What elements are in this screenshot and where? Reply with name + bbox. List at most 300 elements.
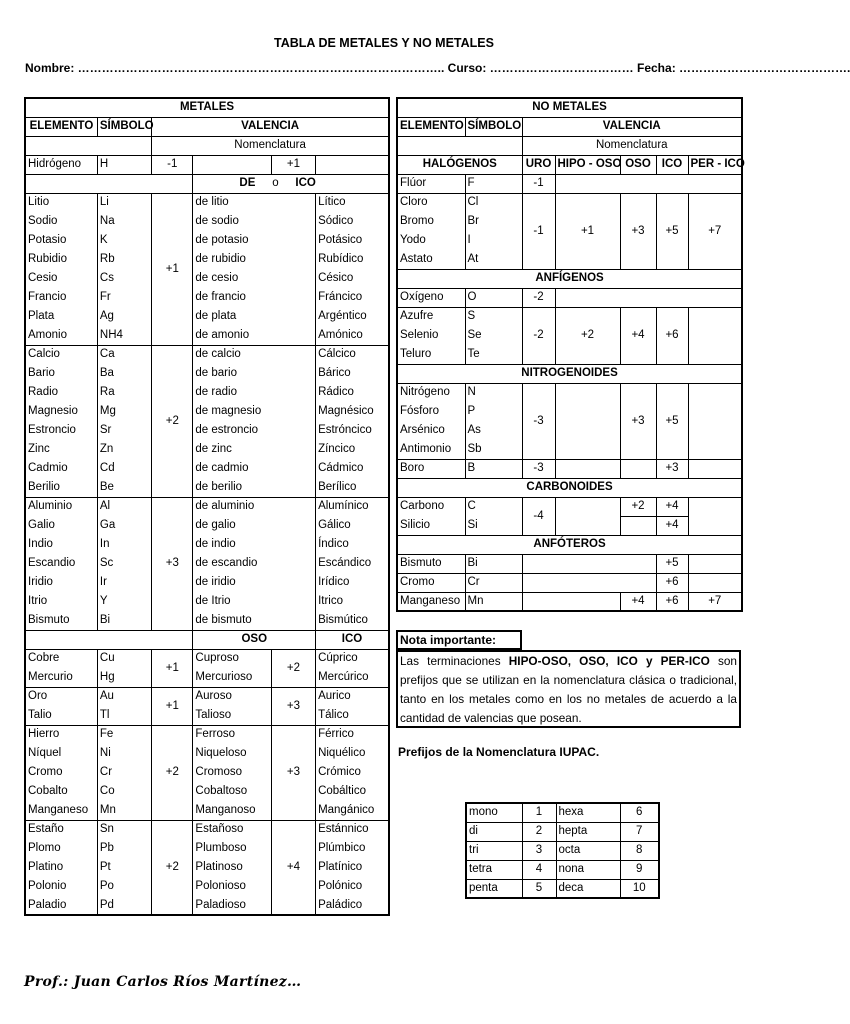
ico-name: Lítico <box>316 193 389 212</box>
element-name: Nitrógeno <box>397 383 465 402</box>
element-symbol: Fe <box>97 725 151 744</box>
de-name: de radio <box>193 383 316 402</box>
blank-cell <box>620 516 656 535</box>
element-symbol: Ir <box>97 573 151 592</box>
valence: +5 <box>656 383 688 459</box>
group-header-halogenos: HALÓGENOS <box>397 155 522 174</box>
nomenclatura-label: Nomenclatura <box>152 136 389 155</box>
blank-cell <box>25 630 193 649</box>
element-name: Litio <box>25 193 97 212</box>
prefix-number: 2 <box>522 822 556 841</box>
element-name: Bismuto <box>25 611 97 630</box>
element-name: Cromo <box>25 763 97 782</box>
prefix-name: di <box>466 822 522 841</box>
element-symbol: Sb <box>465 440 522 459</box>
ico-name: Zíncico <box>316 440 389 459</box>
nota-label: Nota importante: <box>396 630 522 650</box>
metal-row <box>25 402 389 421</box>
metales-table <box>24 97 390 916</box>
de-o-ico-header <box>193 174 389 193</box>
de-o-ico-row <box>25 174 389 193</box>
element-symbol: Sn <box>97 820 151 839</box>
element-symbol: Si <box>465 516 522 535</box>
element-symbol: Hg <box>97 668 151 687</box>
element-symbol: Ni <box>97 744 151 763</box>
element-name: Indio <box>25 535 97 554</box>
ico-name: Estánnico <box>316 820 389 839</box>
element-name: Bromo <box>397 212 465 231</box>
de-name: de litio <box>193 193 316 212</box>
metales-nomenclatura-row <box>25 136 389 155</box>
element-symbol: Ba <box>97 364 151 383</box>
ico-name: Bárico <box>316 364 389 383</box>
prefix-number: 6 <box>620 803 659 822</box>
metal-row <box>25 364 389 383</box>
ico-name: Rubídico <box>316 250 389 269</box>
element-name: Escandio <box>25 554 97 573</box>
group-header-carbonoides: CARBONOIDES <box>397 478 742 497</box>
ico-name: Sódico <box>316 212 389 231</box>
valence: +4 <box>656 497 688 516</box>
element-symbol: Fr <box>97 288 151 307</box>
element-name: Hidrógeno <box>25 155 97 174</box>
valence: +1 <box>555 193 620 269</box>
ico-name: Irídico <box>316 573 389 592</box>
blank-cell <box>397 136 522 155</box>
metal-row <box>25 269 389 288</box>
element-name: Amonio <box>25 326 97 345</box>
oxigeno-row <box>397 288 742 307</box>
metal-pair-row <box>25 858 389 877</box>
element-name: Boro <box>397 459 465 478</box>
prefijos-title: Prefijos de la Nomenclatura IUPAC. <box>398 745 600 759</box>
ico-name: Rádico <box>316 383 389 402</box>
element-symbol: NH4 <box>97 326 151 345</box>
element-name: Rubidio <box>25 250 97 269</box>
valence: -3 <box>522 459 555 478</box>
element-name: Cadmio <box>25 459 97 478</box>
valence: +4 <box>620 307 656 364</box>
element-name: Plata <box>25 307 97 326</box>
de-name: de bario <box>193 364 316 383</box>
group-header-nitrogenoides: NITROGENOIDES <box>397 364 742 383</box>
element-name: Astato <box>397 250 465 269</box>
ico-header: ICO <box>316 630 389 649</box>
metal-row <box>25 326 389 345</box>
metal-row <box>25 250 389 269</box>
anfigenos-header-row <box>397 269 742 288</box>
ico-name: Niquélico <box>316 744 389 763</box>
ico-name: Índico <box>316 535 389 554</box>
valence: -3 <box>522 383 555 459</box>
ico-name: Itrico <box>316 592 389 611</box>
element-symbol: At <box>465 250 522 269</box>
valence: +5 <box>656 193 688 269</box>
element-symbol: Cr <box>97 763 151 782</box>
ico-name: Paládico <box>316 896 389 915</box>
element-name: Estroncio <box>25 421 97 440</box>
prefix-number: 8 <box>620 841 659 860</box>
valence: +1 <box>271 155 315 174</box>
element-symbol: Sc <box>97 554 151 573</box>
metal-row <box>25 478 389 497</box>
blank-cell <box>522 592 620 611</box>
oso-name: Cuproso <box>193 649 271 668</box>
prefix-row <box>466 841 659 860</box>
metal-row <box>25 554 389 573</box>
element-symbol: Rb <box>97 250 151 269</box>
blank-cell <box>555 383 620 459</box>
element-symbol: Au <box>97 687 151 706</box>
element-symbol: I <box>465 231 522 250</box>
ico-name: Crómico <box>316 763 389 782</box>
valence: +4 <box>656 516 688 535</box>
page-title: TABLA DE METALES Y NO METALES <box>274 36 494 50</box>
element-symbol: In <box>97 535 151 554</box>
metal-row <box>25 592 389 611</box>
metal-row <box>25 383 389 402</box>
col-simbolo: SÍMBOLO <box>97 117 151 136</box>
metal-row <box>25 440 389 459</box>
cromo-row <box>397 573 742 592</box>
blank-cell <box>688 497 742 535</box>
de-name: de indio <box>193 535 316 554</box>
manganeso-row <box>397 592 742 611</box>
element-symbol: Pd <box>97 896 151 915</box>
element-name: Calcio <box>25 345 97 364</box>
metal-pair-row <box>25 877 389 896</box>
prefix-name: hexa <box>556 803 620 822</box>
hidrogeno-row <box>25 155 389 174</box>
de-name: de galio <box>193 516 316 535</box>
valence: -2 <box>522 307 555 364</box>
element-name: Bismuto <box>397 554 465 573</box>
valence: -4 <box>522 497 555 535</box>
prefix-table <box>465 802 660 899</box>
valence: +2 <box>555 307 620 364</box>
prefix-name: tri <box>466 841 522 860</box>
prefix-name: hepta <box>556 822 620 841</box>
valence: -2 <box>522 288 555 307</box>
element-symbol: F <box>465 174 522 193</box>
de-name: de cesio <box>193 269 316 288</box>
element-name: Azufre <box>397 307 465 326</box>
element-name: Hierro <box>25 725 97 744</box>
metal-row <box>25 611 389 630</box>
element-name: Carbono <box>397 497 465 516</box>
group-header-anfoteros: ANFÓTEROS <box>397 535 742 554</box>
nometales-table <box>396 97 743 612</box>
blank-cell <box>555 288 742 307</box>
oso-name: Cromoso <box>193 763 271 782</box>
halogenos-header-row <box>397 155 742 174</box>
signature: Prof.: Juan Carlos Ríos Martínez… <box>24 974 302 990</box>
nometales-nomenclatura-row <box>397 136 742 155</box>
element-name: Arsénico <box>397 421 465 440</box>
valence: +2 <box>152 725 193 820</box>
element-symbol: As <box>465 421 522 440</box>
valence: -1 <box>522 193 555 269</box>
ico-name: Césico <box>316 269 389 288</box>
blank-cell <box>193 155 271 174</box>
element-name: Cesio <box>25 269 97 288</box>
col-elemento: ELEMENTO <box>397 117 465 136</box>
element-symbol: Po <box>97 877 151 896</box>
blank-cell <box>688 573 742 592</box>
element-name: Manganeso <box>397 592 465 611</box>
ico-name: Tálico <box>316 706 389 725</box>
element-name: Berilio <box>25 478 97 497</box>
bismuto-row <box>397 554 742 573</box>
element-symbol: Cs <box>97 269 151 288</box>
metal-pair-row <box>25 782 389 801</box>
ico-name: Argéntico <box>316 307 389 326</box>
element-symbol: Na <box>97 212 151 231</box>
de-name: de bismuto <box>193 611 316 630</box>
valence: +2 <box>620 497 656 516</box>
valence: +3 <box>620 383 656 459</box>
element-name: Sodio <box>25 212 97 231</box>
nometales-header-row <box>397 117 742 136</box>
element-symbol: Cd <box>97 459 151 478</box>
nometales-title: NO METALES <box>397 98 742 117</box>
element-name: Teluro <box>397 345 465 364</box>
element-name: Estaño <box>25 820 97 839</box>
valence: +3 <box>656 459 688 478</box>
ico-name: Bismútico <box>316 611 389 630</box>
element-name: Radio <box>25 383 97 402</box>
col-valencia: VALENCIA <box>522 117 742 136</box>
valence: +3 <box>271 725 315 820</box>
metal-pair-row <box>25 706 389 725</box>
oso-name: Paladioso <box>193 896 271 915</box>
element-name: Zinc <box>25 440 97 459</box>
col-per-ico: PER - ICO <box>688 155 742 174</box>
element-name: Platino <box>25 858 97 877</box>
element-symbol: S <box>465 307 522 326</box>
element-symbol: Zn <box>97 440 151 459</box>
nomenclatura-label: Nomenclatura <box>522 136 742 155</box>
col-uro: URO <box>522 155 555 174</box>
anfoteros-header-row <box>397 535 742 554</box>
metal-pair-row <box>25 896 389 915</box>
element-symbol: Cu <box>97 649 151 668</box>
metal-pair-row <box>25 687 389 706</box>
oso-header: OSO <box>193 630 316 649</box>
prefix-number: 1 <box>522 803 556 822</box>
prefix-number: 10 <box>620 879 659 898</box>
element-name: Fósforo <box>397 402 465 421</box>
element-name: Talio <box>25 706 97 725</box>
de-name: de berilio <box>193 478 316 497</box>
element-symbol: Ca <box>97 345 151 364</box>
col-elemento: ELEMENTO <box>25 117 97 136</box>
prefix-number: 3 <box>522 841 556 860</box>
de-name: de plata <box>193 307 316 326</box>
ico-name: Fráncico <box>316 288 389 307</box>
metal-row <box>25 497 389 516</box>
metales-header-row <box>25 117 389 136</box>
blank-cell <box>522 573 656 592</box>
metal-row <box>25 459 389 478</box>
ico-name: Berílico <box>316 478 389 497</box>
prefix-row <box>466 822 659 841</box>
ico-name: Férrico <box>316 725 389 744</box>
ico-name: Plúmbico <box>316 839 389 858</box>
element-symbol: Br <box>465 212 522 231</box>
element-name: Cobalto <box>25 782 97 801</box>
metal-pair-row <box>25 649 389 668</box>
valence: +2 <box>271 649 315 687</box>
blank-cell <box>688 554 742 573</box>
valence: +1 <box>152 193 193 345</box>
valence: +6 <box>656 592 688 611</box>
prefix-number: 5 <box>522 879 556 898</box>
carbono-row <box>397 497 742 516</box>
element-name: Silicio <box>397 516 465 535</box>
element-name: Flúor <box>397 174 465 193</box>
element-name: Oro <box>25 687 97 706</box>
element-symbol: Li <box>97 193 151 212</box>
col-simbolo: SÍMBOLO <box>465 117 522 136</box>
element-name: Selenio <box>397 326 465 345</box>
prefix-name: octa <box>556 841 620 860</box>
ico-name: Potásico <box>316 231 389 250</box>
blank-cell <box>620 459 656 478</box>
boro-row <box>397 459 742 478</box>
valence: +3 <box>152 497 193 630</box>
element-symbol: C <box>465 497 522 516</box>
de-name: de magnesio <box>193 402 316 421</box>
blank-cell <box>25 136 152 155</box>
metal-pair-row <box>25 763 389 782</box>
blank-cell <box>688 459 742 478</box>
metal-pair-row <box>25 839 389 858</box>
ico-name: Escándico <box>316 554 389 573</box>
metal-row <box>25 573 389 592</box>
element-symbol: Al <box>97 497 151 516</box>
element-symbol: B <box>465 459 522 478</box>
valence: -1 <box>152 155 193 174</box>
valence: +3 <box>620 193 656 269</box>
de-label: DE <box>239 177 256 189</box>
element-symbol: Ag <box>97 307 151 326</box>
metal-row <box>25 212 389 231</box>
element-name: Magnesio <box>25 402 97 421</box>
element-symbol: Cr <box>465 573 522 592</box>
element-name: Oxígeno <box>397 288 465 307</box>
anfigeno-row <box>397 307 742 326</box>
o-label: o <box>272 177 279 189</box>
element-symbol: Se <box>465 326 522 345</box>
de-name: de sodio <box>193 212 316 231</box>
metal-row <box>25 231 389 250</box>
valence: +4 <box>271 820 315 915</box>
de-name: de francio <box>193 288 316 307</box>
prefix-name: mono <box>466 803 522 822</box>
ico-name: Platínico <box>316 858 389 877</box>
valence: +1 <box>152 687 193 725</box>
ico-name: Cobáltico <box>316 782 389 801</box>
metal-row <box>25 307 389 326</box>
de-name: de escandio <box>193 554 316 573</box>
de-name: de rubidio <box>193 250 316 269</box>
blank-cell <box>555 174 742 193</box>
oso-name: Talioso <box>193 706 271 725</box>
de-name: de Itrio <box>193 592 316 611</box>
element-symbol: Pt <box>97 858 151 877</box>
valence: -1 <box>522 174 555 193</box>
blank-cell <box>688 383 742 459</box>
element-symbol: K <box>97 231 151 250</box>
element-name: Cromo <box>397 573 465 592</box>
valence: +4 <box>620 592 656 611</box>
element-name: Manganeso <box>25 801 97 820</box>
element-name: Cobre <box>25 649 97 668</box>
prefix-name: nona <box>556 860 620 879</box>
element-symbol: Be <box>97 478 151 497</box>
element-name: Bario <box>25 364 97 383</box>
oso-name: Polonioso <box>193 877 271 896</box>
element-symbol: N <box>465 383 522 402</box>
metal-row <box>25 193 389 212</box>
valence: +2 <box>152 820 193 915</box>
blank-cell <box>25 174 193 193</box>
de-name: de iridio <box>193 573 316 592</box>
blank-cell <box>555 459 620 478</box>
oso-name: Ferroso <box>193 725 271 744</box>
oso-name: Plumboso <box>193 839 271 858</box>
valence: +7 <box>688 592 742 611</box>
de-name: de cadmio <box>193 459 316 478</box>
de-name: de calcio <box>193 345 316 364</box>
element-name: Potasio <box>25 231 97 250</box>
metal-pair-row <box>25 801 389 820</box>
element-symbol: Y <box>97 592 151 611</box>
ico-label: ICO <box>295 177 316 189</box>
element-symbol: Pb <box>97 839 151 858</box>
metal-row <box>25 421 389 440</box>
ico-name: Polónico <box>316 877 389 896</box>
element-symbol: Mn <box>465 592 522 611</box>
oso-name: Estañoso <box>193 820 271 839</box>
nometales-title-row <box>397 98 742 117</box>
ico-name: Estróncico <box>316 421 389 440</box>
oso-name: Mercurioso <box>193 668 271 687</box>
element-name: Francio <box>25 288 97 307</box>
element-name: Cloro <box>397 193 465 212</box>
valence: +6 <box>656 307 688 364</box>
prefix-name: tetra <box>466 860 522 879</box>
metal-pair-row <box>25 744 389 763</box>
de-name: de aluminio <box>193 497 316 516</box>
blank-cell <box>688 307 742 364</box>
element-symbol: Cl <box>465 193 522 212</box>
oso-name: Niqueloso <box>193 744 271 763</box>
nitrogenoides-header-row <box>397 364 742 383</box>
oso-ico-header-row <box>25 630 389 649</box>
metal-pair-row <box>25 668 389 687</box>
col-hipo-oso: HIPO - OSO <box>555 155 620 174</box>
element-symbol: P <box>465 402 522 421</box>
element-name: Itrio <box>25 592 97 611</box>
element-symbol: Mg <box>97 402 151 421</box>
metal-row <box>25 535 389 554</box>
valence: +6 <box>656 573 688 592</box>
blank-cell <box>316 155 389 174</box>
metal-row <box>25 345 389 364</box>
ico-name: Magnésico <box>316 402 389 421</box>
